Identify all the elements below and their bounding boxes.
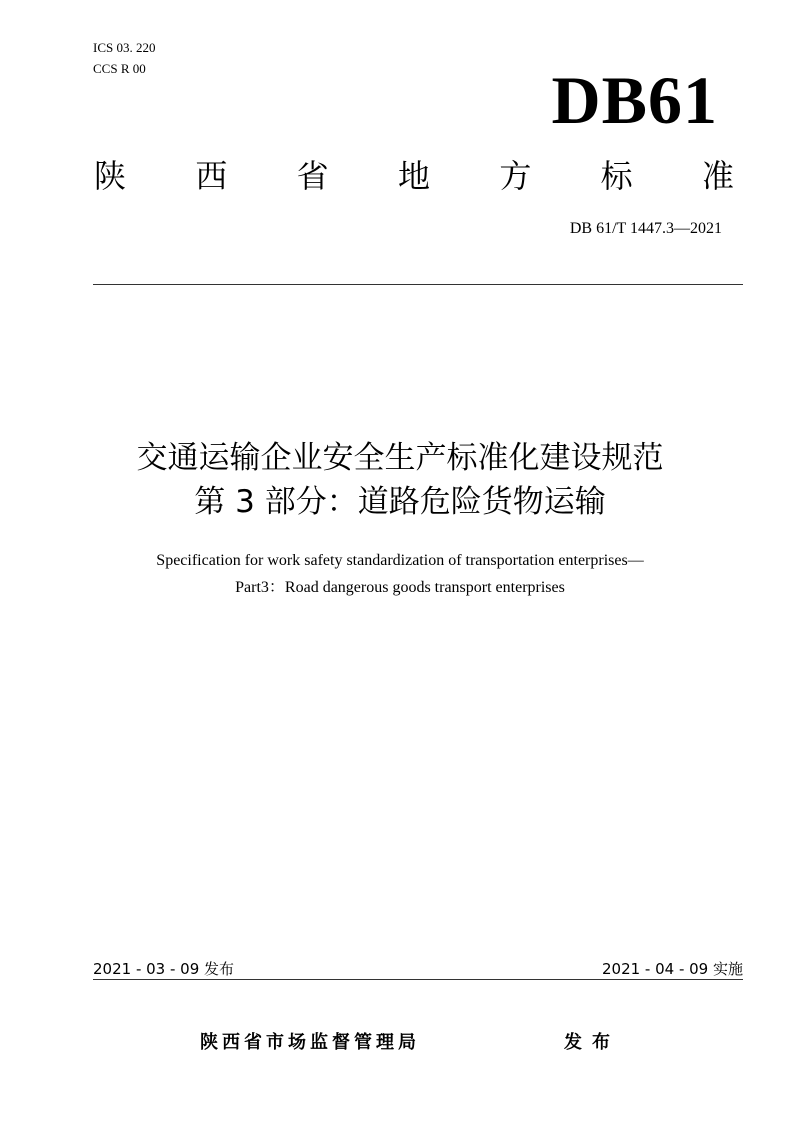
standard-code-logo: DB61 xyxy=(551,62,718,138)
standard-type-heading xyxy=(94,150,734,202)
issuing-authority: 陕西省市场监督管理局 xyxy=(200,1032,420,1053)
issue-label: 发布 xyxy=(564,1032,620,1053)
standard-type-char: 省 xyxy=(296,157,329,195)
standard-type-char: 方 xyxy=(499,157,532,195)
main-title-line-2: 第 3 部分：道路危险货物运输 xyxy=(194,484,606,520)
standard-number: DB 61/T 1447.3—2021 xyxy=(569,220,722,237)
standard-type-char: 标 xyxy=(600,157,633,195)
bottom-divider xyxy=(93,979,743,980)
standard-type-char: 准 xyxy=(701,157,734,195)
english-title-line-1: Specification for work safety standardization of transportation enterprises— xyxy=(156,552,644,569)
date-row xyxy=(93,958,743,980)
standard-type-char: 西 xyxy=(195,157,228,195)
top-divider xyxy=(93,284,743,285)
english-title-line-2: Part3：Road dangerous goods transport enterprises xyxy=(235,579,565,596)
standard-type-char: 地 xyxy=(397,157,430,195)
implement-date: 2021 - 04 - 09 实施 xyxy=(601,960,743,978)
ccs-code: CCS R 00 xyxy=(93,61,146,76)
ics-code: ICS 03. 220 xyxy=(93,40,156,55)
standard-type-char: 陕 xyxy=(94,157,127,195)
publish-date: 2021 - 03 - 09 发布 xyxy=(93,960,235,978)
main-title-line-1: 交通运输企业安全生产标准化建设规范 xyxy=(136,440,664,476)
